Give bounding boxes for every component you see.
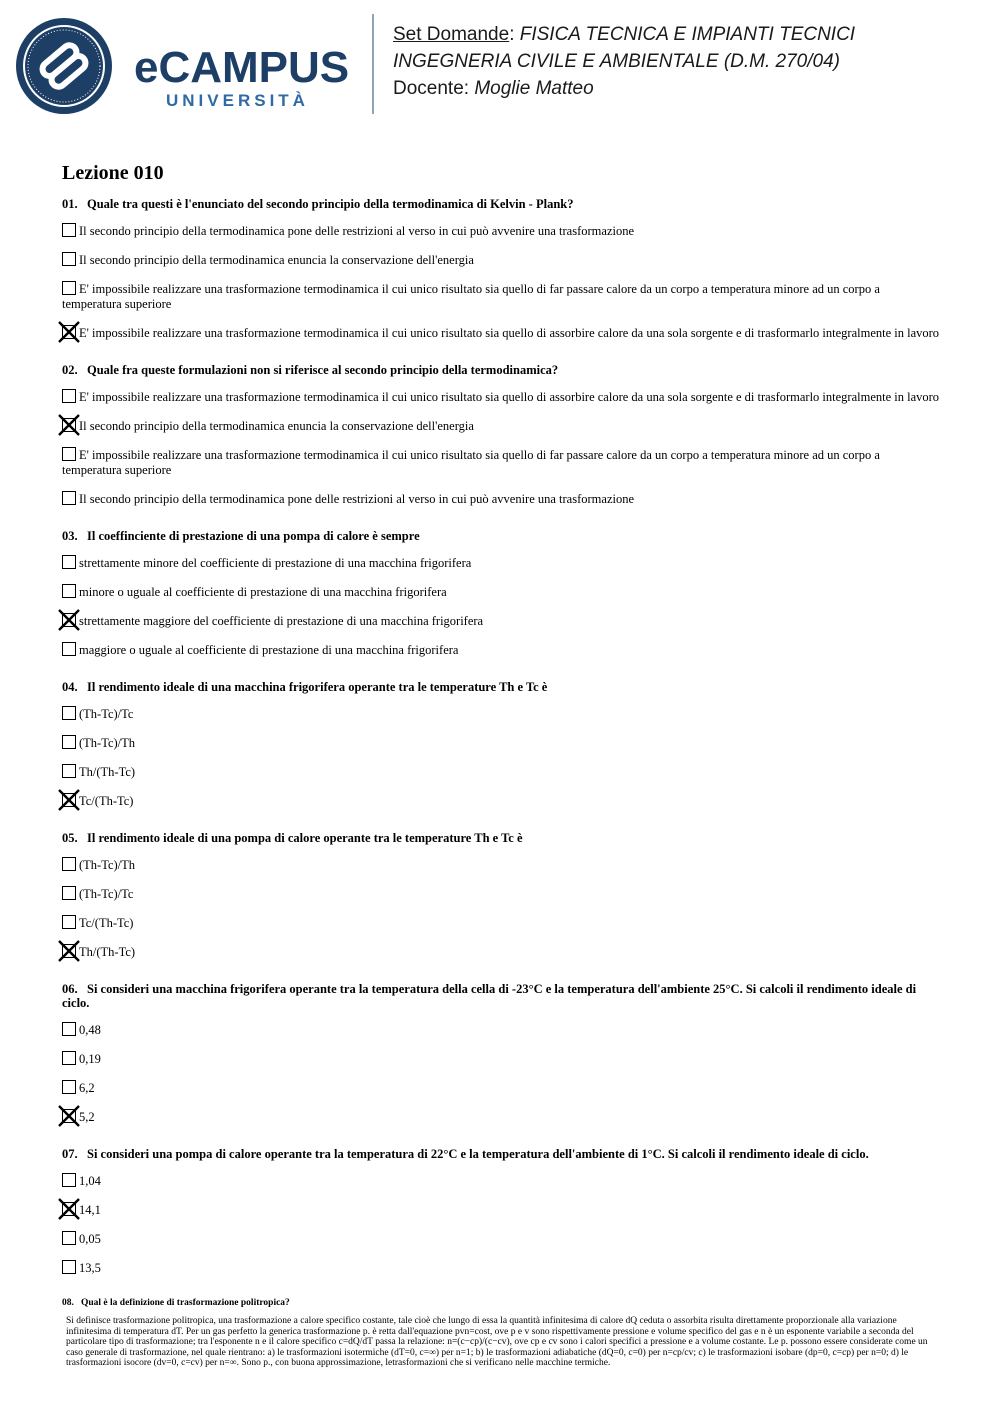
- checkbox[interactable]: [62, 281, 76, 295]
- answer-option[interactable]: [62, 584, 942, 600]
- answer-option[interactable]: [62, 1173, 942, 1189]
- answer-option-label: Il secondo principio della termodinamica pone delle restrizioni al verso in cui può avvenire una trasformazione: [79, 224, 635, 238]
- answer-option[interactable]: [62, 389, 942, 405]
- question-number: 04.: [62, 680, 78, 694]
- answer-option-label: Th/(Th-Tc): [79, 765, 136, 779]
- answer-option[interactable]: [62, 281, 942, 312]
- header-divider: [372, 14, 374, 114]
- answer-option[interactable]: [62, 857, 942, 873]
- answer-option[interactable]: [62, 325, 942, 341]
- checkbox-checked[interactable]: [62, 944, 76, 958]
- answer-option[interactable]: [62, 1022, 942, 1038]
- answer-option[interactable]: [62, 491, 942, 507]
- answer-option-label: 13,5: [79, 1261, 101, 1275]
- answer-option-label: E' impossibile realizzare una trasformazione termodinamica il cui unico risultato sia quello di far passare calore da un corpo a temperatura minore ad un corpo a temperatura superiore: [62, 448, 880, 477]
- question-text: [62, 1147, 942, 1161]
- answer-option[interactable]: [62, 223, 942, 239]
- answer-option-label: E' impossibile realizzare una trasformazione termodinamica il cui unico risultato sia quello di assorbire calore da una sola sorgente e di trasformarlo integralmente in lavoro: [79, 390, 940, 404]
- checkbox-checked[interactable]: [62, 613, 76, 627]
- checkbox[interactable]: [62, 915, 76, 929]
- checkbox[interactable]: [62, 764, 76, 778]
- checkbox[interactable]: [62, 1051, 76, 1065]
- answer-option-label: minore o uguale al coefficiente di prestazione di una macchina frigorifera: [79, 585, 447, 599]
- check-cross-icon: [57, 608, 81, 632]
- answer-option-label: 5,2: [79, 1110, 95, 1124]
- answer-option-label: strettamente minore del coefficiente di prestazione di una macchina frigorifera: [79, 556, 472, 570]
- question-label: Quale fra queste formulazioni non si riferisce al secondo principio della termodinamica?: [87, 363, 559, 377]
- checkbox[interactable]: [62, 223, 76, 237]
- page-header: [0, 0, 1000, 130]
- question-label: Il rendimento ideale di una macchina frigorifera operante tra le temperature Th e Tc è: [87, 680, 548, 694]
- course-line2: INGEGNERIA CIVILE E AMBIENTALE (D.M. 270/04): [393, 51, 840, 72]
- checkbox[interactable]: [62, 1260, 76, 1274]
- answer-option-label: (Th-Tc)/Tc: [79, 707, 134, 721]
- answer-option-label: 0,48: [79, 1023, 101, 1037]
- answer-option[interactable]: [62, 447, 942, 478]
- checkbox[interactable]: [62, 1080, 76, 1094]
- check-cross-icon: [57, 1197, 81, 1221]
- checkbox[interactable]: [62, 584, 76, 598]
- answer-option[interactable]: [62, 642, 942, 658]
- checkbox[interactable]: [62, 886, 76, 900]
- question-text: [62, 529, 942, 543]
- question-set: [62, 162, 942, 1369]
- question-label: Si consideri una pompa di calore operante tra la temperatura di 22°C e la temperatura dell'ambiente di 1°C. Si calcoli il rendimento ideale di ciclo.: [87, 1147, 869, 1161]
- check-cross-icon: [57, 1104, 81, 1128]
- checkbox[interactable]: [62, 735, 76, 749]
- answer-option-label: strettamente maggiore del coefficiente di prestazione di una macchina frigorifera: [79, 614, 484, 628]
- logo-subtext: UNIVERSITÀ: [166, 91, 309, 110]
- question-number: 03.: [62, 529, 78, 543]
- question-06: [62, 982, 942, 1125]
- answer-option[interactable]: [62, 613, 942, 629]
- lesson-title: Lezione 010: [62, 162, 164, 184]
- answer-option-label: 0,05: [79, 1232, 101, 1246]
- question-04: [62, 680, 942, 809]
- question-08-answer: Si definisce trasformazione politropica, una trasformazione a calore specifico costante, tale cioè che lungo di essa la quantità infinitesima di calore dQ ceduta o assorbita risulta direttamente proporzionale alla variazione infinitesima di temperatura dT. Per un gas perfetto la generica trasformazione p. è retta dall'equazione pvn=cost, ove p e v sono rispettivamente pressione e volume specifico del gas e n è un esponente variabile a seconda del particolare tipo di trasformazione; tra l'esponente n e il calore specifico c=dQ/dT passa la relazione: n=(c−cp)/(c−cv), ove cp e cv sono i calori specifici a pressione e a volume costante. Le p. possono essere considerate come un caso generale di trasformazione, nel quale rientrano: a) le trasformazioni isotermiche (dT=0, c=∞) per n=1; b) le trasformazioni adiabatiche (dQ=0, c=0) per n=cp/cv; c) le trasformazioni isobare (dp=0, c=cp) per n=0; d) le trasformazioni isocore (dv=0, c=cv) per n=∞. Sono p., con buona approssimazione, letrasformazioni che si verificano nelle macchine termiche.: [66, 1316, 928, 1368]
- question-label: Quale tra questi è l'enunciato del secondo principio della termodinamica di Kelvin - Plank?: [87, 197, 574, 211]
- answer-option-label: Tc/(Th-Tc): [79, 794, 134, 808]
- checkbox-checked[interactable]: [62, 418, 76, 432]
- answer-option-label: 1,04: [79, 1174, 101, 1188]
- answer-option[interactable]: [62, 252, 942, 268]
- checkbox[interactable]: [62, 706, 76, 720]
- check-cross-icon: [57, 413, 81, 437]
- answer-option-label: Il secondo principio della termodinamica pone delle restrizioni al verso in cui può avvenire una trasformazione: [79, 492, 635, 506]
- question-08: [62, 1298, 942, 1369]
- answer-option[interactable]: [62, 1051, 942, 1067]
- checkbox[interactable]: [62, 389, 76, 403]
- checkbox-checked[interactable]: [62, 1109, 76, 1123]
- question-text: [62, 680, 942, 694]
- check-cross-icon: [57, 320, 81, 344]
- answer-option[interactable]: [62, 555, 942, 571]
- answer-option[interactable]: [62, 1080, 942, 1096]
- checkbox-checked[interactable]: [62, 1202, 76, 1216]
- question-02: [62, 363, 942, 507]
- checkbox[interactable]: [62, 1022, 76, 1036]
- question-text: [62, 982, 942, 1010]
- answer-option-label: (Th-Tc)/Tc: [79, 887, 134, 901]
- answer-option[interactable]: [62, 735, 942, 751]
- answer-option-label: Il secondo principio della termodinamica enuncia la conservazione dell'energia: [79, 253, 474, 267]
- answer-option-label: Il secondo principio della termodinamica enuncia la conservazione dell'energia: [79, 419, 474, 433]
- answer-option[interactable]: [62, 944, 942, 960]
- question-number: 06.: [62, 982, 78, 996]
- logo-wordmark: eCAMPUS: [134, 43, 350, 92]
- answer-option-label: maggiore o uguale al coefficiente di prestazione di una macchina frigorifera: [79, 643, 459, 657]
- question-01: [62, 197, 942, 341]
- teacher-name: Moglie Matteo: [474, 78, 594, 99]
- question-label: Si consideri una macchina frigorifera operante tra la temperatura della cella di -23°C e la temperatura dell'ambiente 25°C. Si calcoli il rendimento ideale di ciclo.: [62, 982, 917, 1010]
- answer-option[interactable]: [62, 886, 942, 902]
- answer-option[interactable]: [62, 418, 942, 434]
- question-number: 07.: [62, 1147, 78, 1161]
- answer-option[interactable]: [62, 1109, 942, 1125]
- answer-option[interactable]: [62, 764, 942, 780]
- checkbox-checked[interactable]: [62, 325, 76, 339]
- answer-option[interactable]: [62, 1231, 942, 1247]
- question-08-text: [62, 1298, 942, 1308]
- answer-option[interactable]: [62, 1260, 942, 1276]
- answer-option[interactable]: [62, 793, 942, 809]
- questions-list: [62, 197, 942, 1276]
- checkbox[interactable]: [62, 252, 76, 266]
- question-text: [62, 363, 942, 377]
- checkbox[interactable]: [62, 642, 76, 656]
- answer-option-label: 0,19: [79, 1052, 101, 1066]
- course-line1: FISICA TECNICA E IMPIANTI TECNICI: [519, 24, 856, 45]
- question-number: 02.: [62, 363, 78, 377]
- answer-option[interactable]: [62, 706, 942, 722]
- answer-option-label: 14,1: [79, 1203, 101, 1217]
- question-number: 01.: [62, 197, 78, 211]
- question-number: 05.: [62, 831, 78, 845]
- answer-option-label: E' impossibile realizzare una trasformazione termodinamica il cui unico risultato sia quello di assorbire calore da una sola sorgente e di trasformarlo integralmente in lavoro: [79, 326, 940, 340]
- question-05: [62, 831, 942, 960]
- question-number: 08.: [62, 1298, 74, 1308]
- question-label: Il coeffinciente di prestazione di una pompa di calore è sempre: [87, 529, 420, 543]
- question-label: Qual è la definizione di trasformazione politropica?: [81, 1298, 290, 1308]
- checkbox[interactable]: [62, 555, 76, 569]
- checkbox[interactable]: [62, 1231, 76, 1245]
- checkbox[interactable]: [62, 491, 76, 505]
- question-label: Il rendimento ideale di una pompa di calore operante tra le temperature Th e Tc è: [87, 831, 523, 845]
- answer-option-label: (Th-Tc)/Th: [79, 736, 136, 750]
- checkbox[interactable]: [62, 447, 76, 461]
- checkbox[interactable]: [62, 857, 76, 871]
- question-07: [62, 1147, 942, 1276]
- checkbox[interactable]: [62, 1173, 76, 1187]
- teacher-label: Docente:: [393, 78, 470, 99]
- set-label: Set Domande: [393, 24, 510, 45]
- answer-option-label: Th/(Th-Tc): [79, 945, 136, 959]
- question-text: [62, 197, 942, 211]
- answer-option[interactable]: [62, 1202, 942, 1218]
- answer-option-label: E' impossibile realizzare una trasformazione termodinamica il cui unico risultato sia quello di far passare calore da un corpo a temperatura minore ad un corpo a temperatura superiore: [62, 282, 880, 311]
- answer-option[interactable]: [62, 915, 942, 931]
- question-03: [62, 529, 942, 658]
- answer-option-label: 6,2: [79, 1081, 95, 1095]
- answer-option-label: Tc/(Th-Tc): [79, 916, 134, 930]
- question-text: [62, 831, 942, 845]
- ecampus-logo: [14, 14, 374, 118]
- header-course-info: Set Domande: FISICA TECNICA E IMPIANTI TECNICI INGEGNERIA CIVILE E AMBIENTALE (D.M. 270/04) Docente: Moglie Matteo: [393, 24, 856, 99]
- check-cross-icon: [57, 788, 81, 812]
- checkbox-checked[interactable]: [62, 793, 76, 807]
- answer-option-label: (Th-Tc)/Th: [79, 858, 136, 872]
- check-cross-icon: [57, 939, 81, 963]
